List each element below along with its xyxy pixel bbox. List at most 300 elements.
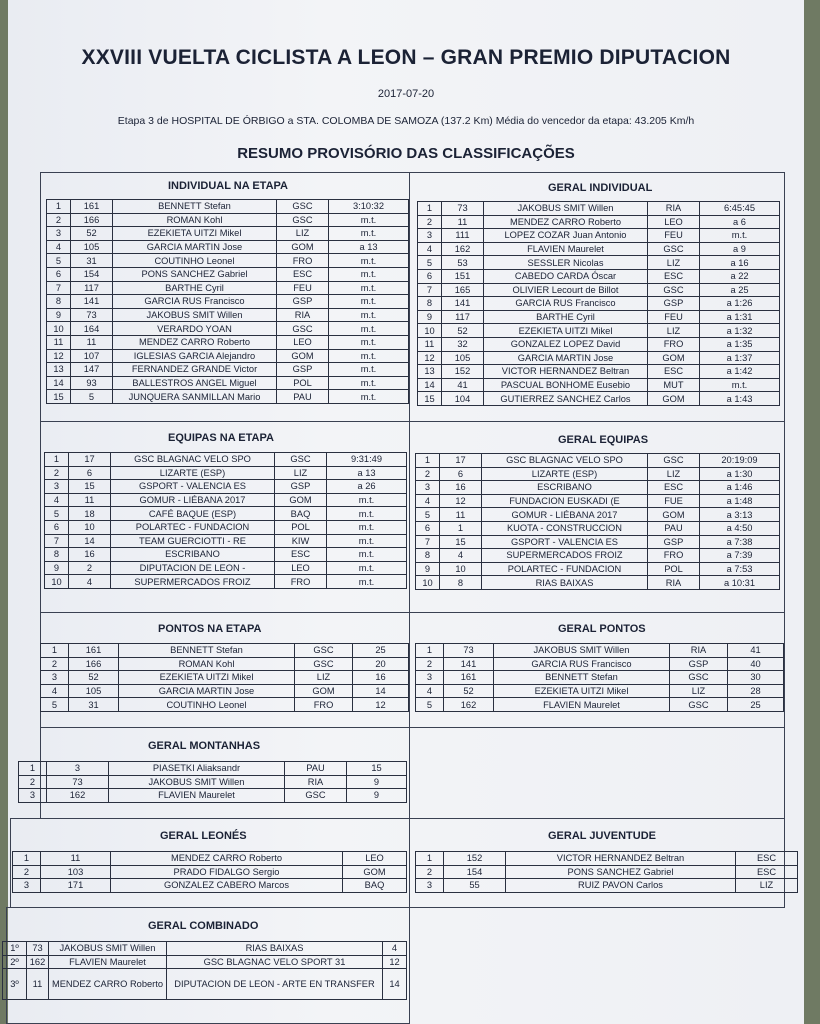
position-cell: 8	[45, 548, 69, 562]
geral-pontos-title: GERAL PONTOS	[558, 623, 646, 635]
position-cell: 15	[418, 392, 442, 406]
team-number-cell: 10	[69, 520, 111, 534]
time-cell: m.t.	[329, 295, 409, 309]
bib-cell: 32	[442, 337, 484, 351]
bib-cell: 162	[442, 242, 484, 256]
table-row	[47, 322, 409, 336]
table-body	[418, 202, 780, 406]
rider-cell: ROMAN Kohl	[119, 657, 295, 671]
rider-cell: IGLESIAS GARCIA Alejandro	[113, 349, 277, 363]
points-cell: 16	[353, 671, 409, 685]
position-cell: 4	[418, 242, 442, 256]
table-row	[47, 363, 409, 377]
time-cell: a 1:48	[700, 494, 780, 508]
time-cell: m.t.	[329, 390, 409, 404]
team-code-cell: ESC	[275, 548, 327, 562]
table-row	[416, 684, 784, 698]
position-cell: 1	[45, 453, 69, 467]
table-row	[47, 213, 409, 227]
rider-cell: EZEKIETA UITZI Mikel	[119, 671, 295, 685]
table-row	[416, 852, 798, 866]
team-name-cell: ESCRIBANO	[111, 548, 275, 562]
team-cell: LEO	[343, 852, 407, 866]
rider-cell: GARCIA MARTIN Jose	[113, 240, 277, 254]
team-name-cell: ESCRIBANO	[482, 481, 648, 495]
time-cell: m.t.	[327, 548, 407, 562]
team-number-cell: 16	[69, 548, 111, 562]
bib-cell: 162	[47, 789, 109, 803]
table-row	[416, 879, 798, 893]
team-name-cell: DIPUTACION DE LEON -	[111, 561, 275, 575]
team-name-cell: RIAS BAIXAS	[482, 576, 648, 590]
geral-pontos-table	[415, 643, 784, 712]
position-cell: 5	[41, 698, 69, 712]
team-cell: FRO	[648, 337, 700, 351]
team-cell: GSC	[648, 283, 700, 297]
team-number-cell: 2	[69, 561, 111, 575]
geral-montanhas-title: GERAL MONTANHAS	[148, 740, 261, 752]
table-body	[41, 644, 409, 712]
summary-heading: RESUMO PROVISÓRIO DAS CLASSIFICAÇÕES	[237, 145, 575, 162]
table-row	[418, 297, 780, 311]
time-cell: a 1:46	[700, 481, 780, 495]
position-cell: 2	[418, 215, 442, 229]
time-cell: m.t.	[329, 254, 409, 268]
position-cell: 9	[416, 562, 440, 576]
rider-cell: MENDEZ CARRO Roberto	[484, 215, 648, 229]
team-number-cell: 10	[440, 562, 482, 576]
geral-equipas-table	[415, 453, 780, 590]
rider-cell: EZEKIETA UITZI Mikel	[484, 324, 648, 338]
position-cell: 2º	[3, 955, 27, 969]
team-name-cell: LIZARTE (ESP)	[482, 467, 648, 481]
team-cell: BAQ	[343, 879, 407, 893]
team-number-cell: 11	[69, 493, 111, 507]
position-cell: 12	[47, 349, 71, 363]
table-row	[416, 467, 780, 481]
rider-cell: PONS SANCHEZ Gabriel	[506, 865, 736, 879]
bib-cell: 171	[41, 879, 111, 893]
rider-cell: PIASETKI Aliaksandr	[109, 762, 285, 776]
rider-cell: PASCUAL BONHOME Eusebio	[484, 378, 648, 392]
position-cell: 5	[418, 256, 442, 270]
bib-cell: 166	[71, 213, 113, 227]
table-row	[418, 256, 780, 270]
position-cell: 14	[418, 378, 442, 392]
equipas-etapa-title: EQUIPAS NA ETAPA	[168, 432, 274, 444]
position-cell: 2	[416, 657, 444, 671]
time-cell: a 1:43	[700, 392, 780, 406]
position-cell: 6	[45, 520, 69, 534]
points-cell: 40	[728, 657, 784, 671]
rider-cell: VICTOR HERNANDEZ Beltran	[506, 852, 736, 866]
geral-individual-title: GERAL INDIVIDUAL	[548, 182, 653, 194]
rider-cell: MENDEZ CARRO Roberto	[113, 335, 277, 349]
results-sheet	[8, 0, 804, 1024]
points-cell: 9	[347, 775, 407, 789]
team-code-cell: FRO	[648, 549, 700, 563]
team-cell: RIAS BAIXAS	[167, 942, 383, 956]
geral-combinado-title: GERAL COMBINADO	[148, 920, 259, 932]
position-cell: 1	[416, 644, 444, 658]
rider-cell: GARCIA RUS Francisco	[484, 297, 648, 311]
bib-cell: 41	[442, 378, 484, 392]
table-row	[19, 775, 407, 789]
bib-cell: 152	[444, 852, 506, 866]
rider-cell: BENNETT Stefan	[494, 671, 670, 685]
time-cell: m.t.	[327, 493, 407, 507]
team-cell: GSC	[277, 200, 329, 214]
position-cell: 1	[19, 762, 47, 776]
position-cell: 4	[416, 684, 444, 698]
team-cell: ESC	[648, 269, 700, 283]
table-row	[47, 200, 409, 214]
time-cell: a 16	[700, 256, 780, 270]
table-row	[416, 549, 780, 563]
time-cell: a 26	[327, 480, 407, 494]
position-cell: 14	[47, 376, 71, 390]
position-cell: 3	[418, 229, 442, 243]
position-cell: 6	[418, 269, 442, 283]
points-cell: 28	[728, 684, 784, 698]
team-code-cell: GSP	[648, 535, 700, 549]
team-cell: GSC	[277, 322, 329, 336]
time-cell: m.t.	[327, 520, 407, 534]
time-cell: m.t.	[329, 376, 409, 390]
team-code-cell: GSC	[275, 453, 327, 467]
rider-cell: EZEKIETA UITZI Mikel	[494, 684, 670, 698]
bib-cell: 111	[442, 229, 484, 243]
position-cell: 3	[416, 879, 444, 893]
table-body	[3, 942, 407, 1000]
position-cell: 7	[418, 283, 442, 297]
race-date: 2017-07-20	[377, 88, 435, 100]
table-row	[13, 852, 407, 866]
bib-cell: 73	[444, 644, 494, 658]
team-name-cell: FUNDACION EUSKADI (E	[482, 494, 648, 508]
bib-cell: 161	[444, 671, 494, 685]
table-row	[416, 576, 780, 590]
position-cell: 3º	[3, 969, 27, 1000]
rider-cell: GARCIA RUS Francisco	[113, 295, 277, 309]
rider-cell: FERNANDEZ GRANDE Victor	[113, 363, 277, 377]
rider-cell: FLAVIEN Maurelet	[109, 789, 285, 803]
table-row	[418, 378, 780, 392]
rider-cell: BENNETT Stefan	[113, 200, 277, 214]
time-cell: m.t.	[329, 363, 409, 377]
time-cell: a 1:30	[700, 467, 780, 481]
team-cell: LIZ	[648, 324, 700, 338]
table-row	[418, 310, 780, 324]
position-cell: 1	[416, 454, 440, 468]
rider-cell: VERARDO YOAN	[113, 322, 277, 336]
team-cell: LIZ	[670, 684, 728, 698]
table-row	[416, 508, 780, 522]
bib-cell: 11	[442, 215, 484, 229]
points-cell: 12	[383, 955, 407, 969]
rider-cell: RUIZ PAVON Carlos	[506, 879, 736, 893]
table-row	[47, 335, 409, 349]
table-row	[19, 789, 407, 803]
geral-combinado-table	[2, 941, 407, 1000]
points-cell: 14	[353, 684, 409, 698]
team-number-cell: 17	[440, 454, 482, 468]
team-cell: FEU	[648, 310, 700, 324]
table-row	[45, 561, 407, 575]
table-row	[47, 254, 409, 268]
table-row	[41, 684, 409, 698]
position-cell: 1	[416, 852, 444, 866]
position-cell: 2	[416, 467, 440, 481]
team-code-cell: FRO	[275, 575, 327, 589]
team-name-cell: GSC BLAGNAC VELO SPO	[482, 454, 648, 468]
time-cell: m.t.	[327, 575, 407, 589]
bib-cell: 105	[69, 684, 119, 698]
team-cell: RIA	[670, 644, 728, 658]
team-cell: ESC	[648, 365, 700, 379]
team-cell: LEO	[277, 335, 329, 349]
table-row	[418, 337, 780, 351]
team-cell: PAU	[285, 762, 347, 776]
rider-cell: SESSLER Nicolas	[484, 256, 648, 270]
points-cell: 9	[347, 789, 407, 803]
position-cell: 5	[416, 698, 444, 712]
position-cell: 10	[416, 576, 440, 590]
pontos-etapa-table	[40, 643, 409, 712]
table-row	[418, 242, 780, 256]
time-cell: m.t.	[327, 561, 407, 575]
table-row	[47, 308, 409, 322]
team-number-cell: 1	[440, 521, 482, 535]
rider-cell: MENDEZ CARRO Roberto	[111, 852, 343, 866]
table-row	[416, 644, 784, 658]
table-row	[47, 376, 409, 390]
table-row	[45, 453, 407, 467]
table-row	[47, 281, 409, 295]
points-cell: 4	[383, 942, 407, 956]
time-cell: 6:45:45	[700, 202, 780, 216]
team-cell: GSC	[670, 698, 728, 712]
team-code-cell: LIZ	[648, 467, 700, 481]
bib-cell: 165	[442, 283, 484, 297]
time-cell: a 7:53	[700, 562, 780, 576]
rider-cell: FLAVIEN Maurelet	[484, 242, 648, 256]
team-name-cell: GOMUR - LIÉBANA 2017	[482, 508, 648, 522]
team-code-cell: ESC	[648, 481, 700, 495]
bib-cell: 3	[47, 762, 109, 776]
time-cell: a 9	[700, 242, 780, 256]
team-cell: GSC	[648, 242, 700, 256]
geral-leones-table	[12, 851, 407, 893]
equipas-etapa-table	[44, 452, 407, 589]
rider-cell: COUTINHO Leonel	[113, 254, 277, 268]
geral-equipas-title: GERAL EQUIPAS	[558, 434, 649, 446]
table-body	[47, 200, 409, 404]
rider-cell: BENNETT Stefan	[119, 644, 295, 658]
table-body	[416, 454, 780, 590]
team-cell: FEU	[277, 281, 329, 295]
table-row	[418, 324, 780, 338]
team-name-cell: SUPERMERCADOS FROIZ	[111, 575, 275, 589]
stage-info: Etapa 3 de HOSPITAL DE ÓRBIGO a STA. COLOMBA DE SAMOZA (137.2 Km) Média do vencedor da etapa: 43.205 Km/h	[117, 115, 695, 127]
table-row	[45, 493, 407, 507]
rider-cell: EZEKIETA UITZI Mikel	[113, 227, 277, 241]
position-cell: 6	[416, 521, 440, 535]
table-row	[13, 865, 407, 879]
position-cell: 1	[13, 852, 41, 866]
team-cell: GSC	[285, 789, 347, 803]
position-cell: 6	[47, 267, 71, 281]
time-cell: m.t.	[329, 281, 409, 295]
team-name-cell: POLARTEC - FUNDACION	[482, 562, 648, 576]
bib-cell: 5	[71, 390, 113, 404]
team-cell: LIZ	[295, 671, 353, 685]
points-cell: 41	[728, 644, 784, 658]
team-number-cell: 6	[69, 466, 111, 480]
rider-cell: BARTHE Cyril	[484, 310, 648, 324]
bib-cell: 52	[442, 324, 484, 338]
bib-cell: 52	[69, 671, 119, 685]
table-row	[416, 698, 784, 712]
rider-cell: PONS SANCHEZ Gabriel	[113, 267, 277, 281]
position-cell: 2	[41, 657, 69, 671]
table-row	[416, 535, 780, 549]
rider-cell: GARCIA RUS Francisco	[494, 657, 670, 671]
table-row	[418, 202, 780, 216]
position-cell: 5	[416, 508, 440, 522]
rider-cell: LOPEZ COZAR Juan Antonio	[484, 229, 648, 243]
rider-cell: FLAVIEN Maurelet	[49, 955, 167, 969]
rider-cell: MENDEZ CARRO Roberto	[49, 969, 167, 1000]
time-cell: m.t.	[327, 534, 407, 548]
table-row	[47, 240, 409, 254]
time-cell: a 3:13	[700, 508, 780, 522]
table-row	[418, 392, 780, 406]
team-cell: GOM	[277, 240, 329, 254]
individual-etapa-table	[46, 199, 409, 404]
bib-cell: 162	[444, 698, 494, 712]
points-cell: 30	[728, 671, 784, 685]
table-row	[47, 349, 409, 363]
position-cell: 13	[47, 363, 71, 377]
team-code-cell: PAU	[648, 521, 700, 535]
table-body	[19, 762, 407, 803]
team-code-cell: POL	[275, 520, 327, 534]
position-cell: 2	[47, 213, 71, 227]
points-cell: 20	[353, 657, 409, 671]
team-cell: GOM	[648, 392, 700, 406]
team-cell: GSC BLAGNAC VELO SPORT 31	[167, 955, 383, 969]
team-cell: GSP	[670, 657, 728, 671]
team-name-cell: GSPORT - VALENCIA ES	[482, 535, 648, 549]
position-cell: 3	[47, 227, 71, 241]
team-cell: GOM	[295, 684, 353, 698]
table-row	[47, 295, 409, 309]
position-cell: 8	[416, 549, 440, 563]
table-row	[13, 879, 407, 893]
table-row	[41, 698, 409, 712]
points-cell: 15	[347, 762, 407, 776]
team-number-cell: 16	[440, 481, 482, 495]
team-cell: GOM	[277, 349, 329, 363]
time-cell: a 13	[327, 466, 407, 480]
bib-cell: 152	[442, 365, 484, 379]
rider-cell: GONZALEZ CABERO Marcos	[111, 879, 343, 893]
table-row	[45, 548, 407, 562]
bib-cell: 73	[71, 308, 113, 322]
time-cell: m.t.	[329, 267, 409, 281]
points-cell: 12	[353, 698, 409, 712]
bib-cell: 31	[69, 698, 119, 712]
rider-cell: JAKOBUS SMIT Willen	[494, 644, 670, 658]
time-cell: a 13	[329, 240, 409, 254]
time-cell: m.t.	[700, 378, 780, 392]
team-name-cell: TEAM GUERCIOTTI - RE	[111, 534, 275, 548]
time-cell: a 1:26	[700, 297, 780, 311]
bib-cell: 104	[442, 392, 484, 406]
bib-cell: 162	[27, 955, 49, 969]
team-cell: MUT	[648, 378, 700, 392]
bib-cell: 55	[444, 879, 506, 893]
team-number-cell: 17	[69, 453, 111, 467]
bib-cell: 154	[444, 865, 506, 879]
team-code-cell: GSC	[648, 454, 700, 468]
position-cell: 11	[418, 337, 442, 351]
team-cell: PAU	[277, 390, 329, 404]
position-cell: 11	[47, 335, 71, 349]
table-row	[45, 575, 407, 589]
rider-cell: GUTIERREZ SANCHEZ Carlos	[484, 392, 648, 406]
geral-individual-table	[417, 201, 780, 406]
position-cell: 9	[45, 561, 69, 575]
rider-cell: JAKOBUS SMIT Willen	[113, 308, 277, 322]
team-number-cell: 12	[440, 494, 482, 508]
rider-cell: JAKOBUS SMIT Willen	[484, 202, 648, 216]
team-code-cell: FUE	[648, 494, 700, 508]
bib-cell: 105	[71, 240, 113, 254]
position-cell: 3	[45, 480, 69, 494]
bib-cell: 93	[71, 376, 113, 390]
team-name-cell: KUOTA - CONSTRUCCION	[482, 521, 648, 535]
team-cell: LEO	[648, 215, 700, 229]
position-cell: 3	[13, 879, 41, 893]
team-cell: RIA	[285, 775, 347, 789]
team-name-cell: SUPERMERCADOS FROIZ	[482, 549, 648, 563]
table-row	[418, 269, 780, 283]
position-cell: 1	[418, 202, 442, 216]
geral-montanhas-table	[18, 761, 407, 803]
team-cell: ESC	[736, 865, 798, 879]
team-name-cell: CAFÉ BAQUE (ESP)	[111, 507, 275, 521]
bib-cell: 73	[47, 775, 109, 789]
bib-cell: 11	[41, 852, 111, 866]
team-code-cell: POL	[648, 562, 700, 576]
position-cell: 10	[47, 322, 71, 336]
team-cell: GSP	[277, 295, 329, 309]
rider-cell: ROMAN Kohl	[113, 213, 277, 227]
table-row	[418, 215, 780, 229]
rider-cell: BALLESTROS ANGEL Miguel	[113, 376, 277, 390]
time-cell: a 4:50	[700, 521, 780, 535]
bib-cell: 105	[442, 351, 484, 365]
rider-cell: COUTINHO Leonel	[119, 698, 295, 712]
team-number-cell: 4	[440, 549, 482, 563]
table-body	[416, 644, 784, 712]
table-row	[47, 390, 409, 404]
position-cell: 1º	[3, 942, 27, 956]
bib-cell: 107	[71, 349, 113, 363]
team-cell: RIA	[277, 308, 329, 322]
